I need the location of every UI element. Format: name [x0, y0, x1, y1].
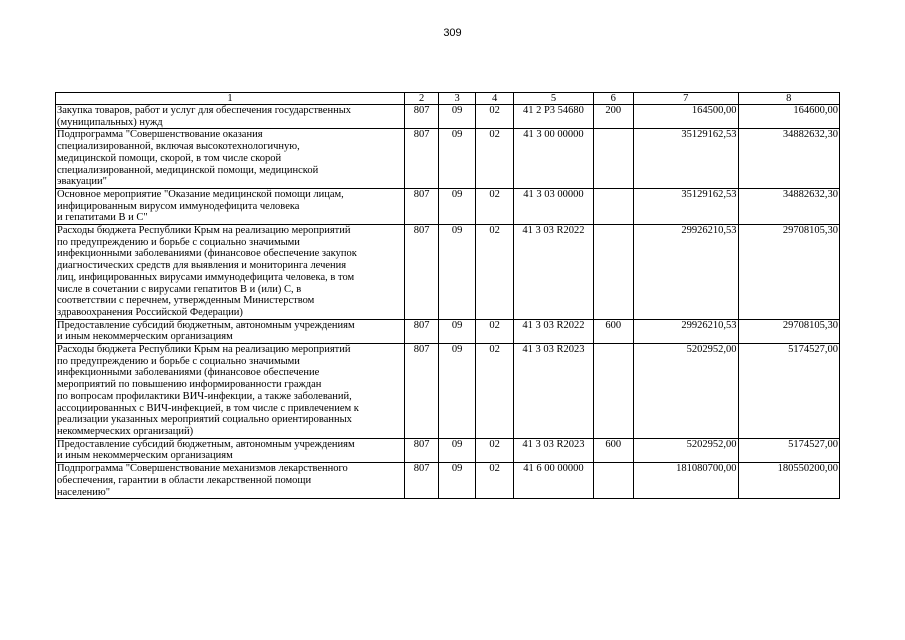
subsection-code: 02: [475, 463, 514, 499]
target-code: 41 3 00 00000: [514, 129, 593, 189]
subsection-code: 02: [475, 105, 514, 129]
ministry-code: 807: [404, 438, 438, 462]
amount-year-1: 29926210,53: [634, 319, 738, 343]
amount-year-1: 181080700,00: [634, 463, 738, 499]
expense-name: Предоставление субсидий бюджетным, автономным учреждениям и иным некоммерческим организациям: [56, 438, 405, 462]
target-code: 41 3 03 R2022: [514, 225, 593, 320]
target-code: 41 6 00 00000: [514, 463, 593, 499]
expense-type-code: 200: [593, 105, 634, 129]
subsection-code: 02: [475, 319, 514, 343]
table-row: [56, 105, 840, 129]
expense-name: Подпрограмма "Совершенствование оказания специализированной, включая высокотехнологичную, медицинской помощи, скорой, в том числе скорой специализированной, медицинской помощи, медицинской эвакуации": [56, 129, 405, 189]
section-code: 09: [439, 463, 476, 499]
target-code: 41 3 03 00000: [514, 188, 593, 224]
section-code: 09: [439, 188, 476, 224]
section-code: 09: [439, 438, 476, 462]
column-header: 7: [634, 93, 738, 105]
table-row: [56, 438, 840, 462]
target-code: 41 3 03 R2023: [514, 438, 593, 462]
target-code: 41 3 03 R2022: [514, 319, 593, 343]
expense-name: Подпрограмма "Совершенствование механизмов лекарственного обеспечения, гарантии в области лекарственной помощи населению": [56, 463, 405, 499]
amount-year-1: 35129162,53: [634, 188, 738, 224]
table-row: [56, 344, 840, 439]
subsection-code: 02: [475, 225, 514, 320]
ministry-code: 807: [404, 225, 438, 320]
expense-name: Закупка товаров, работ и услуг для обеспечения государственных (муниципальных) нужд: [56, 105, 405, 129]
table-row: [56, 188, 840, 224]
ministry-code: 807: [404, 188, 438, 224]
expense-name: Расходы бюджета Республики Крым на реализацию мероприятий по предупреждению и борьбе с социально значимыми инфекционными заболеваниями (финансовое обеспечение мероприятий по повышению информированности граждан по вопросам профилактики ВИЧ-инфекции, а также заболеваний, ассоциированных с ВИЧ-инфекцией, в том числе с привлечением к реализации указанных мероприятий социально ориентированных некоммерческих организаций): [56, 344, 405, 439]
column-header: 8: [738, 93, 839, 105]
amount-year-2: 29708105,30: [738, 225, 839, 320]
ministry-code: 807: [404, 105, 438, 129]
table-row: [56, 463, 840, 499]
section-code: 09: [439, 129, 476, 189]
amount-year-1: 164500,00: [634, 105, 738, 129]
expense-type-code: 600: [593, 438, 634, 462]
subsection-code: 02: [475, 129, 514, 189]
expense-type-code: [593, 463, 634, 499]
expense-type-code: [593, 344, 634, 439]
section-code: 09: [439, 319, 476, 343]
amount-year-2: 29708105,30: [738, 319, 839, 343]
column-header: 6: [593, 93, 634, 105]
column-header: 5: [514, 93, 593, 105]
expense-type-code: 600: [593, 319, 634, 343]
expense-name: Предоставление субсидий бюджетным, автономным учреждениям и иным некоммерческим организациям: [56, 319, 405, 343]
table-row: [56, 129, 840, 189]
column-header: 1: [56, 93, 405, 105]
column-header: 2: [404, 93, 438, 105]
target-code: 41 3 03 R2023: [514, 344, 593, 439]
table-row: [56, 319, 840, 343]
amount-year-1: 5202952,00: [634, 438, 738, 462]
table-row: [56, 225, 840, 320]
column-header: 3: [439, 93, 476, 105]
subsection-code: 02: [475, 344, 514, 439]
section-code: 09: [439, 105, 476, 129]
amount-year-2: 5174527,00: [738, 438, 839, 462]
amount-year-2: 34882632,30: [738, 129, 839, 189]
page-number: 309: [443, 27, 462, 39]
section-code: 09: [439, 344, 476, 439]
amount-year-1: 35129162,53: [634, 129, 738, 189]
amount-year-2: 5174527,00: [738, 344, 839, 439]
budget-table: [55, 92, 840, 499]
amount-year-1: 29926210,53: [634, 225, 738, 320]
amount-year-2: 180550200,00: [738, 463, 839, 499]
ministry-code: 807: [404, 463, 438, 499]
ministry-code: 807: [404, 319, 438, 343]
amount-year-2: 164600,00: [738, 105, 839, 129]
column-header: 4: [475, 93, 514, 105]
target-code: 41 2 P3 54680: [514, 105, 593, 129]
expense-type-code: [593, 129, 634, 189]
ministry-code: 807: [404, 344, 438, 439]
expense-name: Основное мероприятие "Оказание медицинской помощи лицам, инфицированным вирусом иммунодефицита человека и гепатитами В и С": [56, 188, 405, 224]
expense-type-code: [593, 188, 634, 224]
header-row: [56, 93, 840, 105]
ministry-code: 807: [404, 129, 438, 189]
expense-type-code: [593, 225, 634, 320]
subsection-code: 02: [475, 438, 514, 462]
amount-year-1: 5202952,00: [634, 344, 738, 439]
section-code: 09: [439, 225, 476, 320]
subsection-code: 02: [475, 188, 514, 224]
expense-name: Расходы бюджета Республики Крым на реализацию мероприятий по предупреждению и борьбе с социально значимыми инфекционными заболеваниями (финансовое обеспечение закупок диагностических средств для выявления и мониторинга лечения лиц, инфицированных вирусами иммунодефицита человека, в том числе в сочетании с вирусами гепатитов В и (или) С, в соответствии с перечнем, утвержденным Министерством здравоохранения Российской Федерации): [56, 225, 405, 320]
amount-year-2: 34882632,30: [738, 188, 839, 224]
